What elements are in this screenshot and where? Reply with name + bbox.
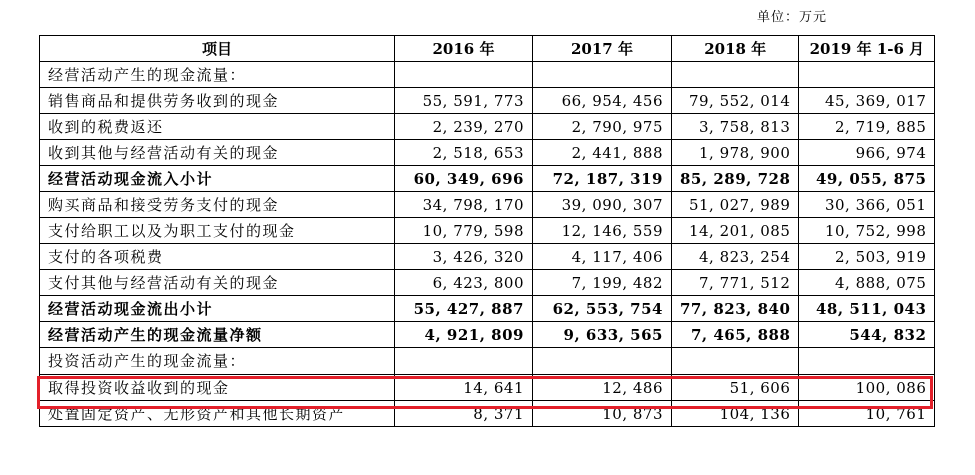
row-value: 2, 441, 888 (533, 140, 672, 166)
row-value: 8, 371 (395, 401, 533, 427)
row-value: 104, 136 (672, 401, 799, 427)
row-value: 39, 090, 307 (533, 192, 672, 218)
row-label: 支付的各项税费 (40, 244, 395, 270)
row-value (799, 348, 935, 375)
row-value: 1, 978, 900 (672, 140, 799, 166)
table-row (40, 375, 935, 401)
row-value: 66, 954, 456 (533, 88, 672, 114)
row-value: 10, 873 (533, 401, 672, 427)
table-row (40, 114, 935, 140)
row-value: 2, 503, 919 (799, 244, 935, 270)
row-value: 10, 752, 998 (799, 218, 935, 244)
table-row (40, 140, 935, 166)
table-row (40, 322, 935, 348)
row-value: 10, 779, 598 (395, 218, 533, 244)
row-value: 77, 823, 840 (672, 296, 799, 322)
row-label: 收到其他与经营活动有关的现金 (40, 140, 395, 166)
row-value: 4, 888, 075 (799, 270, 935, 296)
table-row (40, 348, 935, 375)
header-2017: 2017 年 (533, 36, 672, 62)
row-label: 投资活动产生的现金流量： (40, 348, 395, 375)
row-value: 14, 641 (395, 375, 533, 401)
row-value: 4, 921, 809 (395, 322, 533, 348)
row-value (672, 62, 799, 88)
row-value: 45, 369, 017 (799, 88, 935, 114)
row-value: 6, 423, 800 (395, 270, 533, 296)
table-row (40, 218, 935, 244)
row-value: 2, 518, 653 (395, 140, 533, 166)
row-label: 购买商品和接受劳务支付的现金 (40, 192, 395, 218)
header-2019h1: 2019 年 1-6 月 (799, 36, 935, 62)
row-value (799, 62, 935, 88)
row-value: 60, 349, 696 (395, 166, 533, 192)
row-label: 销售商品和提供劳务收到的现金 (40, 88, 395, 114)
table-row (40, 192, 935, 218)
row-value: 14, 201, 085 (672, 218, 799, 244)
row-value: 30, 366, 051 (799, 192, 935, 218)
row-label: 经营活动产生的现金流量： (40, 62, 395, 88)
row-value: 12, 486 (533, 375, 672, 401)
table-row (40, 270, 935, 296)
row-value (395, 62, 533, 88)
row-value: 34, 798, 170 (395, 192, 533, 218)
header-2018: 2018 年 (672, 36, 799, 62)
row-value: 12, 146, 559 (533, 218, 672, 244)
row-value: 51, 027, 989 (672, 192, 799, 218)
table-row (40, 296, 935, 322)
row-label: 经营活动产生的现金流量净额 (40, 322, 395, 348)
row-value: 10, 761 (799, 401, 935, 427)
header-item: 项目 (40, 36, 395, 62)
row-value: 51, 606 (672, 375, 799, 401)
row-value (395, 348, 533, 375)
row-label: 取得投资收益收到的现金 (40, 375, 395, 401)
row-value: 2, 719, 885 (799, 114, 935, 140)
row-value: 3, 426, 320 (395, 244, 533, 270)
row-value: 72, 187, 319 (533, 166, 672, 192)
row-label: 经营活动现金流入小计 (40, 166, 395, 192)
row-value: 4, 823, 254 (672, 244, 799, 270)
row-value: 7, 465, 888 (672, 322, 799, 348)
row-value: 85, 289, 728 (672, 166, 799, 192)
header-row (40, 36, 935, 62)
row-value (533, 348, 672, 375)
row-label: 收到的税费返还 (40, 114, 395, 140)
table-row (40, 401, 935, 427)
row-value (533, 62, 672, 88)
table-row (40, 62, 935, 88)
row-value: 9, 633, 565 (533, 322, 672, 348)
row-value: 62, 553, 754 (533, 296, 672, 322)
row-value: 100, 086 (799, 375, 935, 401)
row-label: 处置固定资产、无形资产和其他长期资产 (40, 401, 395, 427)
row-value (672, 348, 799, 375)
header-2016: 2016 年 (395, 36, 533, 62)
row-value: 79, 552, 014 (672, 88, 799, 114)
table-row (40, 244, 935, 270)
row-label: 支付其他与经营活动有关的现金 (40, 270, 395, 296)
row-value: 55, 591, 773 (395, 88, 533, 114)
row-value: 49, 055, 875 (799, 166, 935, 192)
row-label: 支付给职工以及为职工支付的现金 (40, 218, 395, 244)
row-value: 48, 511, 043 (799, 296, 935, 322)
row-value: 544, 832 (799, 322, 935, 348)
row-label: 经营活动现金流出小计 (40, 296, 395, 322)
row-value: 55, 427, 887 (395, 296, 533, 322)
row-value: 7, 771, 512 (672, 270, 799, 296)
row-value: 2, 790, 975 (533, 114, 672, 140)
cash-flow-table (39, 35, 935, 427)
row-value: 3, 758, 813 (672, 114, 799, 140)
row-value: 966, 974 (799, 140, 935, 166)
table-row (40, 166, 935, 192)
row-value: 4, 117, 406 (533, 244, 672, 270)
row-value: 7, 199, 482 (533, 270, 672, 296)
unit-label: 单位：万元 (757, 10, 828, 25)
row-value: 2, 239, 270 (395, 114, 533, 140)
table-row (40, 88, 935, 114)
